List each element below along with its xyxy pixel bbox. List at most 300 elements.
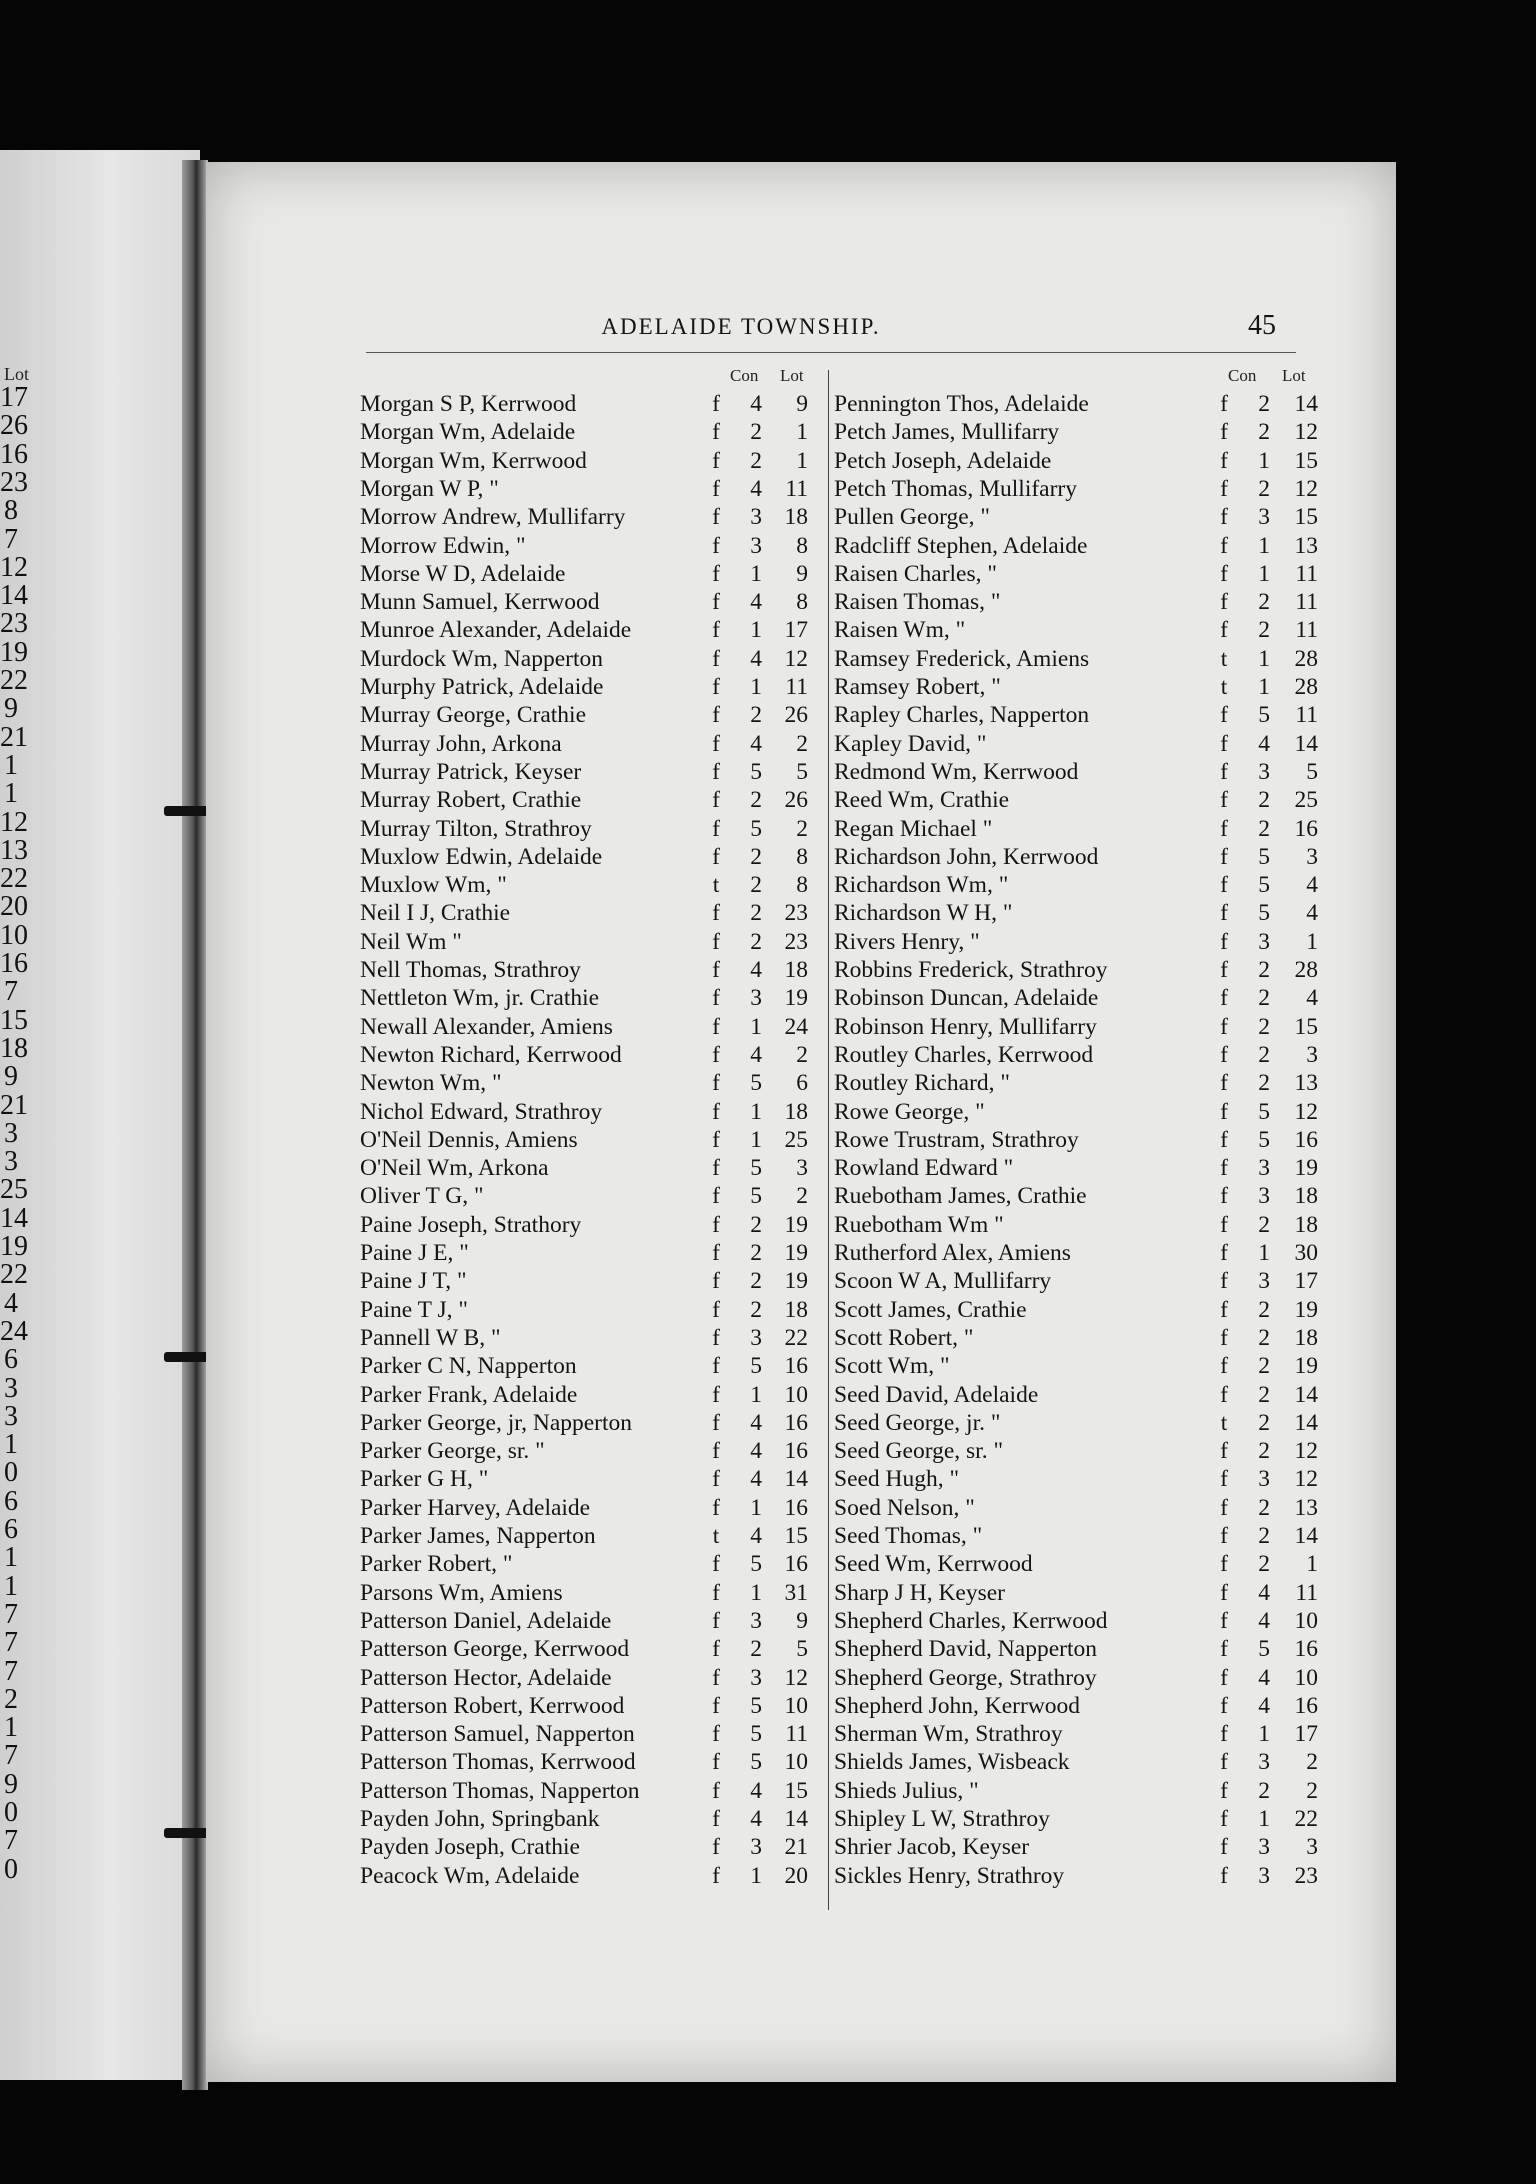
left-strip-lot: 7 xyxy=(4,1627,18,1659)
entry-lot: 16 xyxy=(784,1494,808,1521)
entry-lot: 5 xyxy=(796,1636,808,1663)
entry-concession: 1 xyxy=(750,1579,762,1606)
entry-concession: 4 xyxy=(750,1438,762,1465)
entry-tenure: f xyxy=(712,1353,720,1380)
header-rule xyxy=(366,352,1296,353)
entry-name: Patterson Samuel, Napperton xyxy=(360,1721,635,1748)
entry-lot: 8 xyxy=(796,843,808,870)
entry-name: Parker G H, " xyxy=(360,1466,489,1493)
entry-name: Richardson John, Kerrwood xyxy=(834,843,1099,870)
entry-concession: 2 xyxy=(750,447,762,474)
entry-tenure: t xyxy=(1220,645,1228,672)
entry-name: Robinson Henry, Mullifarry xyxy=(834,1013,1097,1040)
left-strip-lot: 3 xyxy=(4,1146,18,1178)
entry-concession: 2 xyxy=(1258,1070,1270,1097)
entry-tenure: f xyxy=(712,928,720,955)
entry-lot: 26 xyxy=(784,787,808,814)
entry-lot: 14 xyxy=(1294,1381,1318,1408)
entry-concession: 3 xyxy=(1258,1268,1270,1295)
entry-concession: 4 xyxy=(1258,1607,1270,1634)
entry-name: Morrow Andrew, Mullifarry xyxy=(360,504,626,531)
entry-concession: 5 xyxy=(750,758,762,785)
entry-name: Raisen Wm, " xyxy=(834,617,966,644)
entry-tenure: f xyxy=(1220,1664,1228,1691)
entry-lot: 18 xyxy=(784,957,808,983)
left-strip-lot: 7 xyxy=(4,1655,18,1687)
entry-tenure: f xyxy=(712,560,720,587)
entry-concession: 4 xyxy=(750,957,762,983)
entry-lot: 19 xyxy=(784,1211,808,1238)
entry-lot: 10 xyxy=(1294,1664,1318,1691)
entry-concession: 5 xyxy=(1258,900,1270,927)
entry-concession: 5 xyxy=(1258,702,1270,729)
entry-lot: 10 xyxy=(784,1381,808,1408)
right-con-header: Con xyxy=(1228,366,1257,385)
entry-concession: 5 xyxy=(750,815,762,842)
entry-name: Parker James, Napperton xyxy=(360,1523,596,1549)
entry-lot: 16 xyxy=(1294,1636,1318,1663)
entry-lot: 4 xyxy=(1306,900,1318,927)
entry-name: Scott Wm, " xyxy=(834,1353,950,1380)
previous-page-edge xyxy=(0,150,200,2080)
column-divider xyxy=(828,370,829,1910)
entry-name: Shrier Jacob, Keyser xyxy=(834,1834,1030,1861)
entry-tenure: f xyxy=(1220,1324,1228,1351)
entry-tenure: f xyxy=(1220,1494,1228,1521)
entry-concession: 4 xyxy=(750,1041,762,1068)
entry-tenure: f xyxy=(712,1494,720,1521)
entry-name: Morgan Wm, Kerrwood xyxy=(360,447,587,474)
left-strip-lot: 15 xyxy=(0,1004,28,1036)
entry-tenure: f xyxy=(712,617,720,644)
entry-concession: 3 xyxy=(1258,1834,1270,1861)
left-strip-lot: 25 xyxy=(0,1174,28,1206)
entry-name: Robinson Duncan, Adelaide xyxy=(834,985,1099,1012)
entry-tenure: f xyxy=(1220,1013,1228,1040)
left-strip-lot: 26 xyxy=(0,410,28,442)
entry-name: Ramsey Robert, " xyxy=(834,674,1001,700)
entry-concession: 5 xyxy=(750,1551,762,1578)
entry-name: Shieds Julius, " xyxy=(834,1777,979,1804)
entry-concession: 3 xyxy=(1258,1155,1270,1182)
entry-name: Rutherford Alex, Amiens xyxy=(834,1240,1071,1266)
entry-lot: 16 xyxy=(784,1353,808,1380)
entry-lot: 18 xyxy=(1294,1211,1318,1238)
entry-tenure: f xyxy=(1220,928,1228,955)
entry-name: Patterson Thomas, Napperton xyxy=(360,1777,640,1804)
left-strip-lot: 4 xyxy=(4,1287,18,1319)
entry-name: Robbins Frederick, Strathroy xyxy=(834,957,1108,983)
entry-name: Shipley L W, Strathroy xyxy=(834,1806,1050,1832)
left-strip-lot: 19 xyxy=(0,636,28,668)
entry-name: Rivers Henry, " xyxy=(834,928,980,955)
entry-concession: 2 xyxy=(1258,1211,1270,1238)
left-strip-lot: 1 xyxy=(4,1542,18,1574)
entry-concession: 4 xyxy=(1258,1692,1270,1719)
entry-name: Parker Harvey, Adelaide xyxy=(360,1494,591,1521)
entry-lot: 13 xyxy=(1294,532,1318,559)
left-strip-lot: 9 xyxy=(4,1061,18,1093)
entry-tenure: f xyxy=(712,504,720,531)
entry-tenure: f xyxy=(1220,1466,1228,1493)
entry-tenure: f xyxy=(712,730,720,757)
entry-concession: 1 xyxy=(1258,674,1270,700)
entry-concession: 2 xyxy=(750,843,762,870)
entry-lot: 12 xyxy=(1294,1098,1318,1125)
entry-lot: 1 xyxy=(796,419,808,446)
entry-concession: 4 xyxy=(1258,730,1270,757)
left-strip-lot: 1 xyxy=(4,1429,18,1461)
entry-name: Murray John, Arkona xyxy=(360,730,562,757)
entry-name: Morgan S P, Kerrwood xyxy=(360,391,577,417)
entry-lot: 14 xyxy=(1294,391,1318,417)
entry-lot: 4 xyxy=(1306,985,1318,1012)
right-lot-header: Lot xyxy=(1282,366,1306,385)
left-strip-lot: 22 xyxy=(0,863,28,895)
entry-tenure: f xyxy=(1220,1579,1228,1606)
entry-concession: 5 xyxy=(750,1155,762,1182)
entry-concession: 3 xyxy=(1258,928,1270,955)
entry-tenure: f xyxy=(1220,1749,1228,1776)
entry-name: Pennington Thos, Adelaide xyxy=(834,391,1089,417)
entry-lot: 14 xyxy=(1294,1409,1318,1436)
entry-lot: 22 xyxy=(784,1324,808,1351)
entry-concession: 4 xyxy=(750,1409,762,1436)
entry-lot: 15 xyxy=(1294,1013,1318,1040)
entry-tenure: f xyxy=(1220,900,1228,927)
entry-lot: 15 xyxy=(784,1777,808,1804)
entry-concession: 5 xyxy=(1258,1098,1270,1125)
entry-lot: 12 xyxy=(784,645,808,672)
left-strip-lot: 20 xyxy=(0,891,28,923)
left-strip-lot-header: Lot xyxy=(4,364,29,384)
entry-concession: 5 xyxy=(750,1721,762,1748)
entry-concession: 4 xyxy=(750,1466,762,1493)
entry-tenure: f xyxy=(712,900,720,927)
entry-name: Oliver T G, " xyxy=(360,1183,484,1210)
entry-lot: 1 xyxy=(1306,1551,1318,1578)
entry-tenure: f xyxy=(712,985,720,1012)
entry-tenure: f xyxy=(1220,985,1228,1012)
left-strip-lot: 9 xyxy=(4,693,18,725)
left-strip-lot: 8 xyxy=(4,495,18,527)
entry-tenure: f xyxy=(1220,1296,1228,1323)
entry-lot: 21 xyxy=(784,1834,808,1861)
entry-tenure: f xyxy=(1220,1381,1228,1408)
entry-lot: 15 xyxy=(1294,504,1318,531)
entry-tenure: f xyxy=(1220,957,1228,983)
entry-lot: 2 xyxy=(1306,1749,1318,1776)
entry-concession: 2 xyxy=(1258,617,1270,644)
entry-name: Scoon W A, Mullifarry xyxy=(834,1268,1052,1295)
entry-tenure: f xyxy=(712,1013,720,1040)
entry-lot: 11 xyxy=(1295,702,1318,729)
entry-lot: 19 xyxy=(1294,1353,1318,1380)
entry-lot: 26 xyxy=(784,702,808,729)
entry-concession: 2 xyxy=(1258,1551,1270,1578)
entry-lot: 30 xyxy=(1294,1240,1318,1266)
entry-name: Petch Joseph, Adelaide xyxy=(834,447,1052,474)
entry-name: Sharp J H, Keyser xyxy=(834,1579,1005,1606)
entry-lot: 1 xyxy=(1306,928,1318,955)
entry-name: Munroe Alexander, Adelaide xyxy=(360,617,632,644)
entry-concession: 3 xyxy=(1258,758,1270,785)
entry-lot: 9 xyxy=(796,1607,808,1634)
entry-tenure: f xyxy=(712,1211,720,1238)
entry-lot: 16 xyxy=(1294,1692,1318,1719)
entry-lot: 11 xyxy=(785,1721,808,1748)
entry-concession: 2 xyxy=(750,419,762,446)
entry-tenure: f xyxy=(1220,1438,1228,1465)
entry-tenure: f xyxy=(712,702,720,729)
entry-tenure: f xyxy=(1220,1721,1228,1748)
entry-concession: 5 xyxy=(1258,872,1270,899)
left-strip-lot: 14 xyxy=(0,580,28,612)
left-strip-lot: 7 xyxy=(4,1825,18,1857)
entry-tenure: f xyxy=(1220,787,1228,814)
entry-concession: 3 xyxy=(750,532,762,559)
entry-lot: 18 xyxy=(784,1296,808,1323)
entry-lot: 14 xyxy=(784,1466,808,1493)
entry-lot: 3 xyxy=(796,1155,808,1182)
left-strip-lot: 24 xyxy=(0,1315,28,1347)
entry-tenure: f xyxy=(1220,1183,1228,1210)
entry-tenure: f xyxy=(712,532,720,559)
entry-name: Rowe Trustram, Strathroy xyxy=(834,1126,1079,1153)
entry-tenure: f xyxy=(1220,1636,1228,1663)
entry-tenure: f xyxy=(712,1381,720,1408)
entry-lot: 12 xyxy=(1294,419,1318,446)
entry-name: Soed Nelson, " xyxy=(834,1494,975,1521)
entry-lot: 2 xyxy=(796,1183,808,1210)
entry-concession: 3 xyxy=(1258,504,1270,531)
entry-concession: 2 xyxy=(750,928,762,955)
entry-name: Paine T J, " xyxy=(360,1296,468,1323)
entry-lot: 2 xyxy=(796,1041,808,1068)
entry-name: Seed David, Adelaide xyxy=(834,1381,1039,1408)
entry-concession: 3 xyxy=(750,1664,762,1691)
entry-name: Routley Charles, Kerrwood xyxy=(834,1041,1094,1068)
entry-concession: 2 xyxy=(1258,787,1270,814)
entry-tenure: f xyxy=(1220,1155,1228,1182)
left-strip-lot: 0 xyxy=(4,1457,18,1489)
entry-lot: 10 xyxy=(784,1749,808,1776)
entry-name: Patterson Hector, Adelaide xyxy=(360,1664,612,1691)
entry-name: Morgan Wm, Adelaide xyxy=(360,419,576,446)
left-strip-lot: 3 xyxy=(4,1372,18,1404)
entry-tenure: f xyxy=(1220,1862,1228,1889)
left-strip-lot: 21 xyxy=(0,1089,28,1121)
entry-name: Patterson Robert, Kerrwood xyxy=(360,1692,625,1719)
entry-lot: 18 xyxy=(784,504,808,531)
entry-lot: 17 xyxy=(1294,1268,1318,1295)
entry-name: Sherman Wm, Strathroy xyxy=(834,1721,1063,1748)
entry-concession: 2 xyxy=(1258,475,1270,502)
left-strip-lot: 0 xyxy=(4,1797,18,1828)
entry-concession: 1 xyxy=(1258,560,1270,587)
entry-lot: 16 xyxy=(1294,815,1318,842)
entry-lot: 19 xyxy=(784,985,808,1012)
entry-name: Sickles Henry, Strathroy xyxy=(834,1862,1065,1889)
entry-tenure: t xyxy=(1220,1409,1228,1436)
entry-name: Newall Alexander, Amiens xyxy=(360,1013,613,1040)
entry-tenure: f xyxy=(712,1834,720,1861)
entry-lot: 14 xyxy=(1294,1523,1318,1549)
entry-concession: 3 xyxy=(750,1607,762,1634)
entry-concession: 2 xyxy=(1258,1409,1270,1436)
left-strip-lot: 13 xyxy=(0,834,28,866)
directory-page xyxy=(206,162,1396,2082)
entry-concession: 4 xyxy=(750,391,762,417)
entry-concession: 2 xyxy=(750,1296,762,1323)
entry-lot: 18 xyxy=(1294,1324,1318,1351)
entry-name: Paine Joseph, Strathory xyxy=(360,1211,582,1238)
entry-tenure: f xyxy=(1220,447,1228,474)
entry-concession: 1 xyxy=(750,1098,762,1125)
entry-lot: 16 xyxy=(784,1409,808,1436)
entry-tenure: f xyxy=(1220,1551,1228,1578)
entry-concession: 2 xyxy=(1258,1494,1270,1521)
entry-concession: 1 xyxy=(1258,447,1270,474)
entry-tenure: f xyxy=(712,1268,720,1295)
left-strip-lot: 16 xyxy=(0,948,28,979)
entry-concession: 3 xyxy=(1258,1466,1270,1493)
entry-lot: 12 xyxy=(1294,1438,1318,1465)
entry-name: Neil I J, Crathie xyxy=(360,900,511,927)
entry-name: Kapley David, " xyxy=(834,730,987,757)
entry-tenure: f xyxy=(1220,1268,1228,1295)
entry-concession: 2 xyxy=(1258,815,1270,842)
entry-lot: 9 xyxy=(796,560,808,587)
entry-lot: 11 xyxy=(1295,617,1318,644)
entry-name: Murray Tilton, Strathroy xyxy=(360,815,592,842)
entry-concession: 4 xyxy=(1258,1664,1270,1691)
entry-tenure: f xyxy=(712,1636,720,1663)
entry-lot: 11 xyxy=(1295,560,1318,587)
entry-lot: 15 xyxy=(784,1523,808,1549)
left-strip-lot: 3 xyxy=(4,1117,18,1149)
entry-name: Murray George, Crathie xyxy=(360,702,587,729)
entry-name: O'Neil Dennis, Amiens xyxy=(360,1126,578,1153)
entry-lot: 10 xyxy=(784,1692,808,1719)
entry-concession: 2 xyxy=(750,702,762,729)
entry-concession: 5 xyxy=(1258,1126,1270,1153)
entry-tenure: f xyxy=(712,674,720,700)
entry-concession: 2 xyxy=(1258,1041,1270,1068)
entry-name: Shields James, Wisbeack xyxy=(834,1749,1070,1776)
left-strip-lot: 14 xyxy=(0,1202,28,1234)
entry-name: Nell Thomas, Strathroy xyxy=(360,957,581,983)
entry-concession: 2 xyxy=(750,787,762,814)
entry-concession: 1 xyxy=(1258,1806,1270,1832)
left-strip-lot: 22 xyxy=(0,665,28,696)
entry-name: Patterson George, Kerrwood xyxy=(360,1636,630,1663)
entry-tenure: f xyxy=(712,589,720,616)
entry-tenure: f xyxy=(712,1155,720,1182)
left-strip-lot: 12 xyxy=(0,806,28,838)
left-strip-lot: 1 xyxy=(4,778,18,810)
entry-lot: 2 xyxy=(796,730,808,757)
left-strip-lot: 23 xyxy=(0,466,28,498)
entry-name: Routley Richard, " xyxy=(834,1070,1011,1097)
entry-name: Murdock Wm, Napperton xyxy=(360,645,603,672)
entry-concession: 1 xyxy=(1258,1721,1270,1748)
entry-name: Peacock Wm, Adelaide xyxy=(360,1862,580,1889)
entry-lot: 18 xyxy=(784,1098,808,1125)
entry-concession: 5 xyxy=(750,1353,762,1380)
entry-concession: 4 xyxy=(750,475,762,502)
entry-lot: 24 xyxy=(784,1013,808,1040)
entry-tenure: f xyxy=(712,957,720,983)
left-strip-lot: 7 xyxy=(4,1740,18,1772)
entry-name: Nichol Edward, Strathroy xyxy=(360,1098,603,1125)
entry-lot: 23 xyxy=(784,900,808,927)
left-strip-lot: 12 xyxy=(0,551,28,583)
entry-lot: 3 xyxy=(1306,1834,1318,1861)
entry-lot: 28 xyxy=(1294,674,1318,700)
entry-name: Petch James, Mullifarry xyxy=(834,419,1060,446)
entry-tenure: f xyxy=(1220,1523,1228,1549)
left-lot-header: Lot xyxy=(780,366,804,385)
page-number: 45 xyxy=(1248,310,1276,341)
left-strip-lot: 9 xyxy=(4,1768,18,1800)
entry-name: Muxlow Wm, " xyxy=(360,872,507,899)
entry-concession: 2 xyxy=(1258,1353,1270,1380)
entry-name: Morse W D, Adelaide xyxy=(360,560,566,587)
entry-name: Seed Thomas, " xyxy=(834,1523,983,1549)
entry-name: Seed George, sr. " xyxy=(834,1438,1004,1465)
entry-concession: 1 xyxy=(750,1013,762,1040)
entry-tenure: f xyxy=(1220,843,1228,870)
entry-tenure: t xyxy=(712,1523,720,1549)
entry-name: Pannell W B, " xyxy=(360,1324,501,1351)
left-strip-lot: 23 xyxy=(0,608,28,640)
entry-tenure: f xyxy=(1220,1070,1228,1097)
entry-tenure: f xyxy=(712,758,720,785)
entry-lot: 18 xyxy=(1294,1183,1318,1210)
entry-lot: 25 xyxy=(1294,787,1318,814)
entry-tenure: f xyxy=(712,1438,720,1465)
entry-lot: 2 xyxy=(1306,1777,1318,1804)
entry-name: Paine J E, " xyxy=(360,1240,469,1266)
left-strip-lot: 0 xyxy=(4,1853,18,1885)
entry-tenure: f xyxy=(1220,532,1228,559)
entry-lot: 6 xyxy=(796,1070,808,1097)
entry-lot: 12 xyxy=(1294,1466,1318,1493)
entry-lot: 25 xyxy=(784,1126,808,1153)
entry-name: Payden Joseph, Crathie xyxy=(360,1834,580,1861)
entry-name: Parker George, sr. " xyxy=(360,1438,545,1465)
entry-lot: 10 xyxy=(1294,1607,1318,1634)
entry-name: Patterson Daniel, Adelaide xyxy=(360,1607,612,1634)
entry-concession: 3 xyxy=(750,1834,762,1861)
entry-lot: 11 xyxy=(785,674,808,700)
entry-lot: 17 xyxy=(784,617,808,644)
entry-concession: 2 xyxy=(1258,1381,1270,1408)
entry-name: Morgan W P, " xyxy=(360,475,499,502)
left-con-header: Con xyxy=(730,366,759,385)
entry-lot: 3 xyxy=(1306,843,1318,870)
entry-tenure: f xyxy=(712,1664,720,1691)
entry-lot: 31 xyxy=(784,1579,808,1606)
entry-tenure: f xyxy=(712,1041,720,1068)
entry-name: Parker Robert, " xyxy=(360,1551,513,1578)
entry-concession: 1 xyxy=(750,560,762,587)
entry-tenure: f xyxy=(712,1409,720,1436)
entry-name: Seed Wm, Kerrwood xyxy=(834,1551,1033,1578)
entry-name: Patterson Thomas, Kerrwood xyxy=(360,1749,636,1776)
entry-name: Paine J T, " xyxy=(360,1268,467,1295)
